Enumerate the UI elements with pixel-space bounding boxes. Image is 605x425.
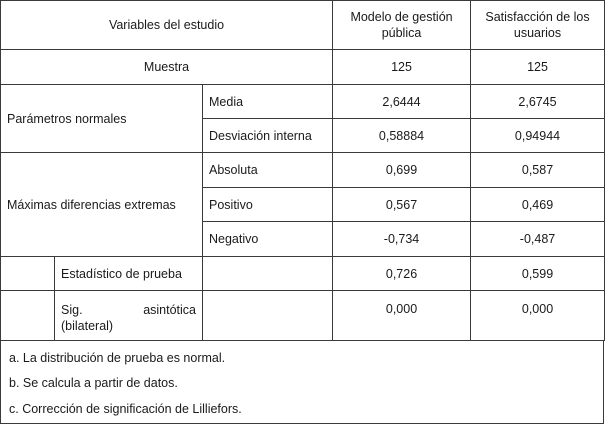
note-a: a. La distribución de prueba es normal. (9, 351, 226, 365)
estadistico-indent-cell (1, 257, 55, 291)
media-value-1: 2,6444 (333, 85, 471, 119)
header-satisfaccion: Satisfacción de los usuarios (471, 1, 605, 50)
muestra-value-2: 125 (471, 50, 605, 85)
media-row (1, 85, 605, 119)
positivo-value-1: 0,567 (333, 188, 471, 222)
desviacion-label: Desviación interna (203, 119, 333, 153)
header-row (1, 1, 605, 50)
sig-label (55, 291, 203, 341)
sig-value-1: 0,000 (333, 291, 471, 341)
positivo-label: Positivo (203, 188, 333, 222)
media-label: Media (203, 85, 333, 119)
muestra-row (1, 50, 605, 85)
sig-empty-cell (203, 291, 333, 341)
maximas-diferencias-label: Máximas diferencias extremas (1, 153, 203, 257)
media-value-2: 2,6745 (471, 85, 605, 119)
sig-indent-cell (1, 291, 55, 341)
header-modelo-gestion: Modelo de gestión pública (333, 1, 471, 50)
absoluta-row (1, 153, 605, 188)
estadistico-row (1, 257, 605, 291)
desviacion-value-2: 0,94944 (471, 119, 605, 153)
sig-word-1: Sig. (61, 302, 83, 317)
header-variables: Variables del estudio (1, 1, 333, 50)
muestra-label: Muestra (1, 50, 333, 85)
sig-value-2: 0,000 (471, 291, 605, 341)
note-c: c. Corrección de significación de Lilliefors. (9, 402, 242, 416)
negativo-value-1: -0,734 (333, 222, 471, 257)
sig-row (1, 291, 605, 341)
desviacion-value-1: 0,58884 (333, 119, 471, 153)
estadistico-value-1: 0,726 (333, 257, 471, 291)
table-notes (0, 341, 604, 424)
negativo-value-2: -0,487 (471, 222, 605, 257)
positivo-value-2: 0,469 (471, 188, 605, 222)
sig-word-2: asintótica (143, 302, 196, 317)
estadistico-value-2: 0,599 (471, 257, 605, 291)
absoluta-value-2: 0,587 (471, 153, 605, 188)
parametros-normales-label: Parámetros normales (1, 85, 203, 153)
muestra-value-1: 125 (333, 50, 471, 85)
absoluta-label: Absoluta (203, 153, 333, 188)
note-b: b. Se calcula a partir de datos. (9, 376, 178, 390)
negativo-label: Negativo (203, 222, 333, 257)
estadistico-label: Estadístico de prueba (55, 257, 203, 291)
estadistico-empty-cell (203, 257, 333, 291)
absoluta-value-1: 0,699 (333, 153, 471, 188)
sig-word-3: (bilateral) (61, 318, 114, 333)
